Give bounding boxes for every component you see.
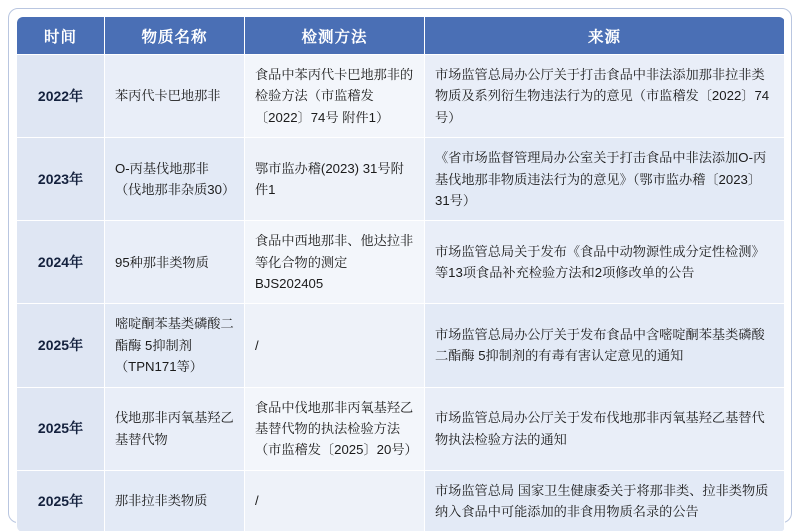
cell-source: 市场监管总局办公厅关于发布食品中含嘧啶酮苯基类磷酸二酯酶 5抑制剂的有毒有害认定意见的通知	[425, 304, 785, 387]
cell-substance: 那非拉非类物质	[105, 470, 245, 532]
cell-method: 食品中伐地那非丙氧基羟乙基替代物的执法检验方法（市监稽发〔2025〕20号）	[245, 387, 425, 470]
cell-source: 市场监管总局办公厅关于打击食品中非法添加那非拉非类物质及系列衍生物违法行为的意见（市监稽发〔2022〕74号）	[425, 55, 785, 138]
cell-substance: O-丙基伐地那非（伐地那非杂质30）	[105, 138, 245, 221]
cell-source: 《省市场监督管理局办公室关于打击食品中非法添加O-丙基伐地那非物质违法行为的意见》（鄂市监办稽〔2023〕31号）	[425, 138, 785, 221]
column-header-source: 来源	[425, 17, 785, 55]
table-row	[17, 304, 785, 387]
cell-time: 2023年	[17, 138, 105, 221]
regulation-table	[16, 16, 785, 532]
cell-method: /	[245, 304, 425, 387]
cell-source: 市场监管总局关于发布《食品中动物源性成分定性检测》等13项食品补充检验方法和2项修改单的公告	[425, 221, 785, 304]
table-body	[17, 55, 785, 532]
cell-substance: 嘧啶酮苯基类磷酸二酯酶 5抑制剂（TPN171等）	[105, 304, 245, 387]
table-row	[17, 55, 785, 138]
cell-substance: 95种那非类物质	[105, 221, 245, 304]
column-header-method: 检测方法	[245, 17, 425, 55]
cell-method: 食品中西地那非、他达拉非等化合物的测定 BJS202405	[245, 221, 425, 304]
column-header-substance: 物质名称	[105, 17, 245, 55]
cell-time: 2022年	[17, 55, 105, 138]
cell-source: 市场监管总局 国家卫生健康委关于将那非类、拉非类物质纳入食品中可能添加的非食用物质名录的公告	[425, 470, 785, 532]
table-row	[17, 221, 785, 304]
table-row	[17, 387, 785, 470]
table-row	[17, 138, 785, 221]
table-header-row	[17, 17, 785, 55]
cell-time: 2025年	[17, 304, 105, 387]
cell-source: 市场监管总局办公厅关于发布伐地那非丙氧基羟乙基替代物执法检验方法的通知	[425, 387, 785, 470]
table-row	[17, 470, 785, 532]
cell-substance: 伐地那非丙氧基羟乙基替代物	[105, 387, 245, 470]
table-header	[17, 17, 785, 55]
column-header-time: 时间	[17, 17, 105, 55]
cell-method: /	[245, 470, 425, 532]
cell-method: 鄂市监办稽(2023) 31号附件1	[245, 138, 425, 221]
cell-substance: 苯丙代卡巴地那非	[105, 55, 245, 138]
cell-time: 2024年	[17, 221, 105, 304]
cell-time: 2025年	[17, 470, 105, 532]
cell-method: 食品中苯丙代卡巴地那非的检验方法（市监稽发〔2022〕74号 附件1）	[245, 55, 425, 138]
cell-time: 2025年	[17, 387, 105, 470]
